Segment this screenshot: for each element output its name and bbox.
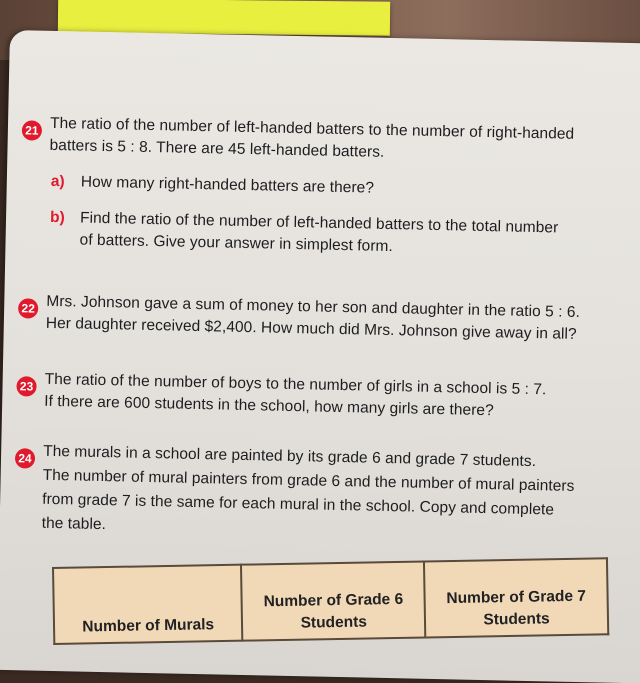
q24-line-4: the table. bbox=[41, 514, 107, 534]
q22-line-1: Mrs. Johnson gave a sum of money to her son and daughter in the ratio 5 : 6. bbox=[46, 292, 581, 321]
table-header-grade7: Number of Grade 7 Students bbox=[424, 558, 608, 637]
q24-line-1: The murals in a school are painted by its grade 6 and grade 7 students. bbox=[43, 442, 537, 471]
q21-part-b-label: b) bbox=[49, 208, 65, 227]
table-header-grade6: Number of Grade 6 Students bbox=[241, 562, 425, 641]
question-number-23: 23 bbox=[16, 376, 36, 396]
q22-line-2: Her daughter received $2,400. How much did Mrs. Johnson give away in all? bbox=[45, 314, 577, 343]
sticky-note bbox=[58, 0, 390, 36]
question-number-22: 22 bbox=[18, 298, 38, 318]
table-header-row bbox=[53, 558, 608, 644]
question-number-24: 24 bbox=[15, 448, 35, 468]
table-header-murals: Number of Murals bbox=[53, 565, 243, 644]
q21-line-1: The ratio of the number of left-handed batters to the number of right-handed bbox=[49, 114, 575, 143]
q21-part-b-line-1: Find the ratio of the number of left-handed batters to the total number bbox=[79, 209, 559, 237]
q21-part-a-label: a) bbox=[50, 172, 65, 191]
q21-part-a-text: How many right-handed batters are there? bbox=[80, 173, 375, 197]
q23-line-2: If there are 600 students in the school, how many girls are there? bbox=[44, 392, 494, 420]
q21-line-2: batters is 5 : 8. There are 45 left-handed batters. bbox=[49, 136, 385, 161]
murals-table bbox=[52, 557, 609, 645]
q24-line-2: The number of mural painters from grade 6 and the number of mural painters bbox=[42, 466, 575, 495]
q24-line-3: from grade 7 is the same for each mural in the school. Copy and complete bbox=[42, 490, 555, 519]
q23-line-1: The ratio of the number of boys to the number of girls in a school is 5 : 7. bbox=[44, 370, 547, 399]
question-number-21: 21 bbox=[22, 120, 42, 140]
q21-part-b-line-2: of batters. Give your answer in simplest form. bbox=[79, 231, 394, 256]
